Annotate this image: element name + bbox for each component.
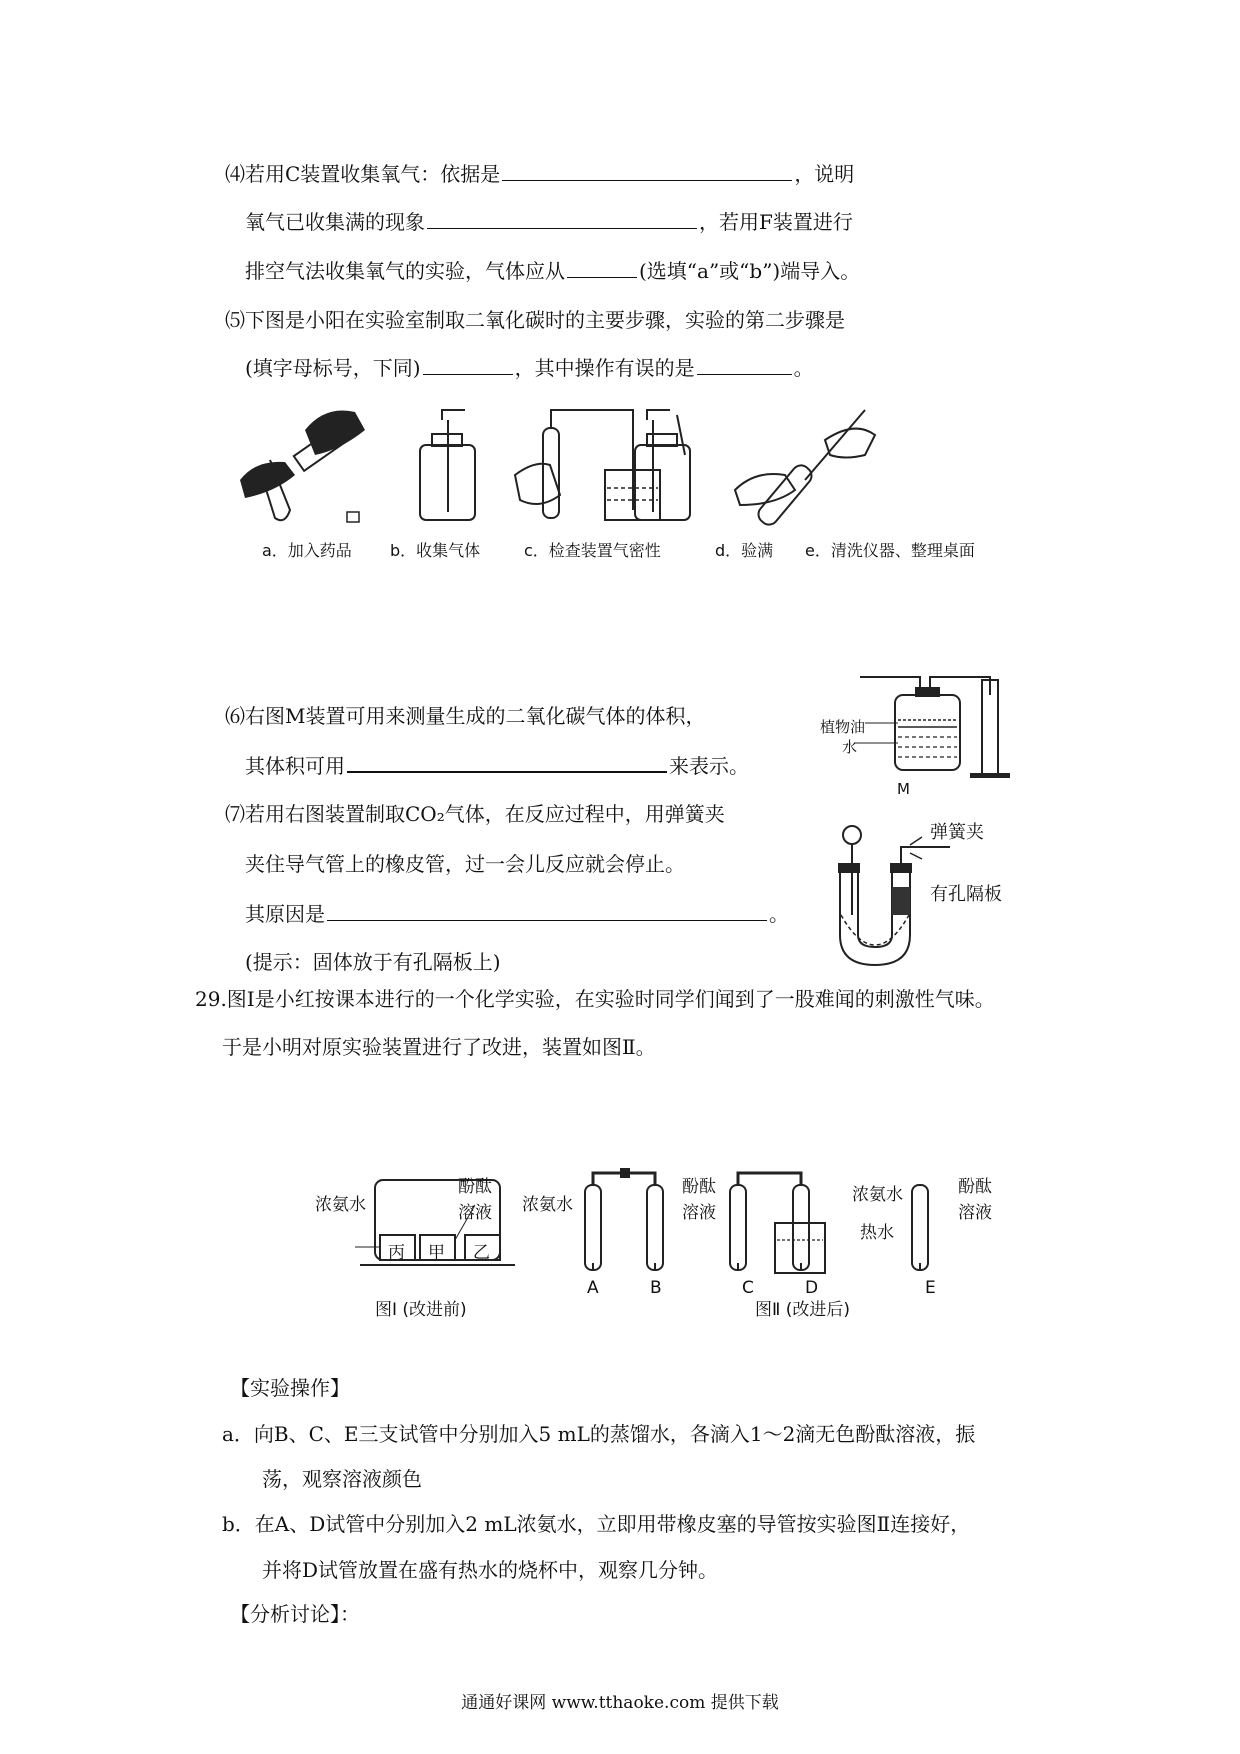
q7-line3: 其原因是 。	[245, 902, 789, 926]
fig2-caption: 图Ⅱ (改进后)	[755, 1300, 851, 1320]
fig1-phenol-label-1: 酚酞	[458, 1177, 492, 1197]
beaker-jia-label: 甲	[428, 1243, 445, 1263]
step-b-illustration	[420, 410, 475, 520]
fig2-phenol-e-label-2: 溶液	[958, 1203, 992, 1223]
oil-label: 植物油	[820, 718, 866, 736]
tube-e-label: E	[925, 1278, 936, 1298]
fig2-ammonia-label: 浓氨水	[522, 1195, 573, 1215]
tube-d-label: D	[805, 1278, 819, 1298]
fig1-caption: 图Ⅰ (改进前)	[375, 1300, 467, 1320]
op-b-line2: 并将D试管放置在盛有热水的烧杯中，观察几分钟。	[262, 1558, 719, 1582]
q7-line1: ⑺若用右图装置制取CO₂气体，在反应过程中，用弹簧夹	[225, 802, 725, 826]
q29-line1: 29.图Ⅰ是小红按课本进行的一个化学实验，在实验时同学们闻到了一股难闻的刺激性气味。	[195, 987, 995, 1011]
fig2-phenol-label-1: 酚酞	[682, 1177, 716, 1197]
beaker-yi-label: 乙	[473, 1243, 490, 1263]
step-e-caption: e．清洗仪器、整理桌面	[805, 541, 975, 560]
discussion-title: 【分析讨论】：	[230, 1602, 360, 1626]
op-a-line1: a．向B、C、E三支试管中分别加入5 mL的蒸馏水，各滴入1～2滴无色酚酞溶液，振	[222, 1422, 976, 1446]
fig2-ammonia-d-label: 浓氨水	[852, 1185, 903, 1205]
co2-steps-figure	[235, 400, 1015, 530]
op-b-line1: b．在A、D试管中分别加入2 mL浓氨水，立即用带橡皮塞的导管按实验图Ⅱ连接好，	[222, 1512, 971, 1536]
q6-line2: 其体积可用 来表示。	[245, 751, 749, 780]
q5-line2: (填字母标号，下同) ，其中操作有误的是 。	[245, 356, 814, 380]
tube-c-label: C	[742, 1278, 754, 1298]
q5-line1: ⑸下图是小阳在实验室制取二氧化碳时的主要步骤，实验的第二步骤是	[225, 308, 845, 332]
step-d-caption: d．验满	[715, 541, 774, 560]
clamp-label: 弹簧夹	[930, 822, 984, 843]
fig1-phenol-label-2: 溶液	[458, 1203, 492, 1223]
step-e-illustration	[735, 410, 875, 528]
step-a-caption: a．加入药品	[262, 541, 352, 560]
answer-blank[interactable]	[502, 160, 792, 181]
q6-line1: ⑹右图M装置可用来测量生成的二氧化碳气体的体积，	[225, 704, 706, 728]
ops-title: 【实验操作】	[230, 1376, 350, 1400]
answer-blank[interactable]	[427, 208, 697, 229]
q4-line3: 排空气法收集氧气的实验，气体应从 (选填“a”或“b”)端导入。	[245, 259, 861, 283]
fig2-phenol-label-2: 溶液	[682, 1203, 716, 1223]
q7-hint: (提示：固体放于有孔隔板上)	[245, 950, 501, 974]
q29-line2: 于是小明对原实验装置进行了改进，装置如图Ⅱ。	[222, 1035, 656, 1059]
answer-blank[interactable]	[347, 751, 667, 773]
water-label: 水	[842, 738, 858, 756]
answer-blank[interactable]	[567, 257, 637, 278]
answer-blank[interactable]	[697, 354, 792, 375]
answer-blank[interactable]	[423, 354, 513, 375]
tube-a-label: A	[587, 1278, 599, 1298]
tube-b-label: B	[650, 1278, 662, 1298]
answer-blank[interactable]	[327, 900, 767, 921]
step-a-illustration	[240, 410, 365, 522]
q7-line2: 夹住导气管上的橡皮管，过一会儿反应就会停止。	[245, 852, 685, 876]
q4-line1: ⑷若用C装置收集氧气：依据是 ，说明	[225, 162, 855, 186]
step-c-illustration	[515, 410, 660, 520]
hot-water-label: 热水	[860, 1223, 894, 1243]
m-label: M	[897, 780, 910, 798]
fig1-ammonia-label: 浓氨水	[315, 1195, 366, 1215]
step-b-caption: b．收集气体	[390, 541, 481, 560]
step-d-illustration	[635, 410, 690, 520]
fig2-phenol-e-label-1: 酚酞	[958, 1177, 992, 1197]
plate-label: 有孔隔板	[930, 884, 1002, 905]
footer-text: 通通好课网 www.tthaoke.com 提供下载	[461, 1693, 779, 1713]
q4-line2: 氧气已收集满的现象 ，若用F装置进行	[245, 210, 853, 234]
op-a-line2: 荡，观察溶液颜色	[262, 1467, 422, 1491]
beaker-bing-label: 丙	[388, 1243, 405, 1263]
step-c-caption: c．检查装置气密性	[524, 541, 661, 560]
